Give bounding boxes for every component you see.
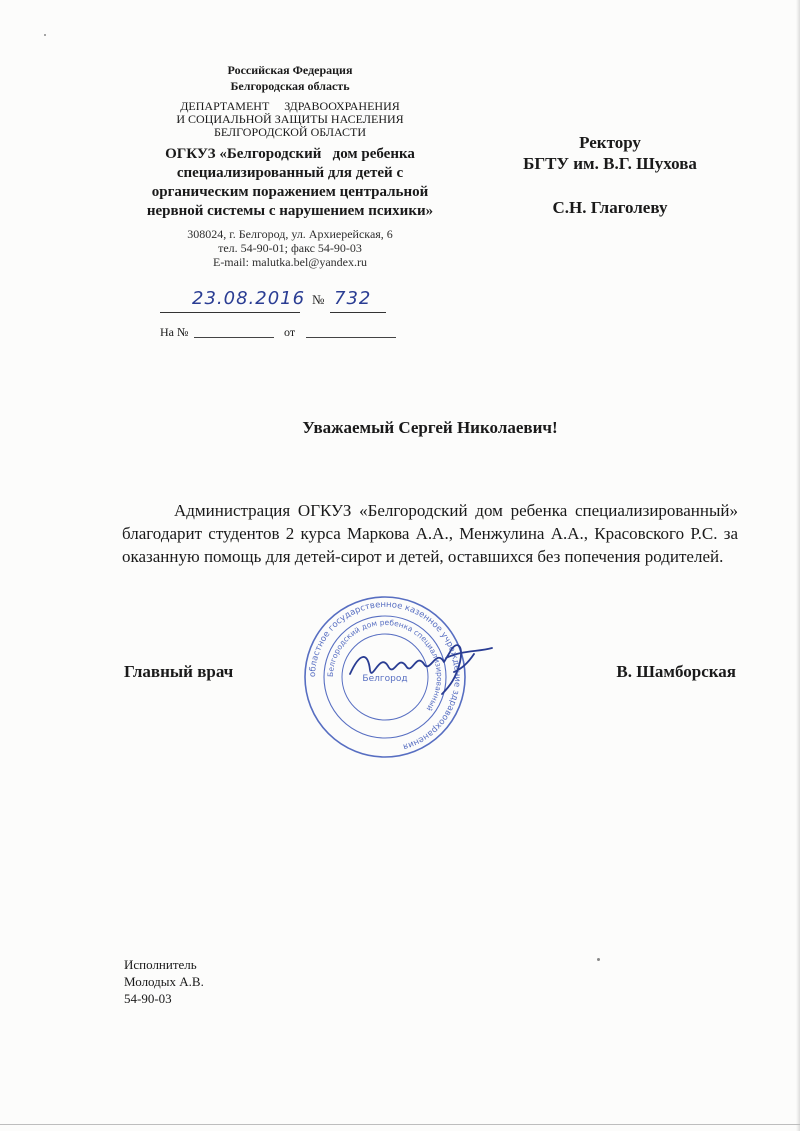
reference-no-blank	[194, 337, 274, 338]
registration-number: 732	[334, 288, 372, 309]
signatory-role: Главный врач	[124, 662, 234, 681]
addressee-institution: БГТУ им. В.Г. Шухова	[523, 154, 697, 173]
country-name: Российская Федерация	[227, 63, 353, 77]
reference-date-blank	[306, 337, 396, 338]
sender-phone: тел. 54-90-01; факс 54-90-03	[218, 241, 362, 255]
registration-number-field	[330, 288, 386, 313]
sender-contacts	[120, 227, 460, 269]
department-line: И СОЦИАЛЬНОЙ ЗАЩИТЫ НАСЕЛЕНИЯ	[176, 112, 404, 126]
organization-line: нервной системы с нарушением психики»	[146, 203, 434, 219]
executor-name: Молодых А.В.	[124, 974, 204, 989]
addressee-block	[480, 132, 740, 218]
executor-phone: 54-90-03	[124, 991, 172, 1006]
addressee-title: Ректору	[579, 133, 641, 152]
scan-bottom-line	[0, 1124, 800, 1125]
scan-speck	[597, 958, 600, 961]
stamp-outer-text: областное государственное казенное учреждение здравоохранения	[307, 599, 463, 752]
registration-date-field	[160, 288, 306, 313]
sender-email: E-mail: malutka.bel@yandex.ru	[212, 255, 367, 269]
organization-line: ОГКУЗ «Белгородский дом ребенка	[165, 146, 415, 162]
handwritten-signature	[346, 622, 496, 702]
organization-name	[120, 145, 460, 221]
registration-date: 23.08.2016	[192, 288, 306, 309]
organization-line: органическим поражением центральной	[151, 184, 429, 200]
region-name: Белгородская область	[230, 79, 350, 93]
sender-address: 308024, г. Белгород, ул. Архиерейская, 6	[187, 227, 393, 241]
reference-line	[160, 323, 400, 343]
stamp-city: Белгород	[362, 674, 408, 684]
organization-line: специализированный для детей с	[176, 165, 404, 181]
department-line: ДЕПАРТАМЕНТ ЗДРАВООХРАНЕНИЯ	[180, 99, 400, 113]
sender-header	[120, 62, 460, 269]
stamp-inner-text: Белгородский дом ребенка специализированный	[325, 617, 445, 713]
department-name	[120, 100, 460, 139]
scan-edge-shadow	[796, 0, 800, 1131]
salutation: Уважаемый Сергей Николаевич!	[302, 418, 558, 437]
addressee-name: С.Н. Глаголеву	[552, 198, 668, 217]
reference-from-label: от	[284, 325, 296, 339]
letter-body: Администрация ОГКУЗ «Белгородский дом ребенка специализированный» благодарит студентов 2 курса Маркова А.А., Менжулина А.А., Красовского Р.С. за оказанную помощь для детей-сирот и детей, оставшихся без попечения родителей.	[122, 501, 738, 566]
department-line: БЕЛГОРОДСКОЙ ОБЛАСТИ	[213, 125, 367, 139]
reference-no-label: На №	[160, 325, 189, 339]
executor-block	[124, 956, 204, 1007]
number-sign: №	[312, 292, 325, 307]
registration-line	[160, 288, 420, 316]
signatory-name: В. Шамборская	[616, 662, 736, 681]
scan-speck	[44, 34, 46, 36]
executor-label: Исполнитель	[124, 957, 197, 972]
